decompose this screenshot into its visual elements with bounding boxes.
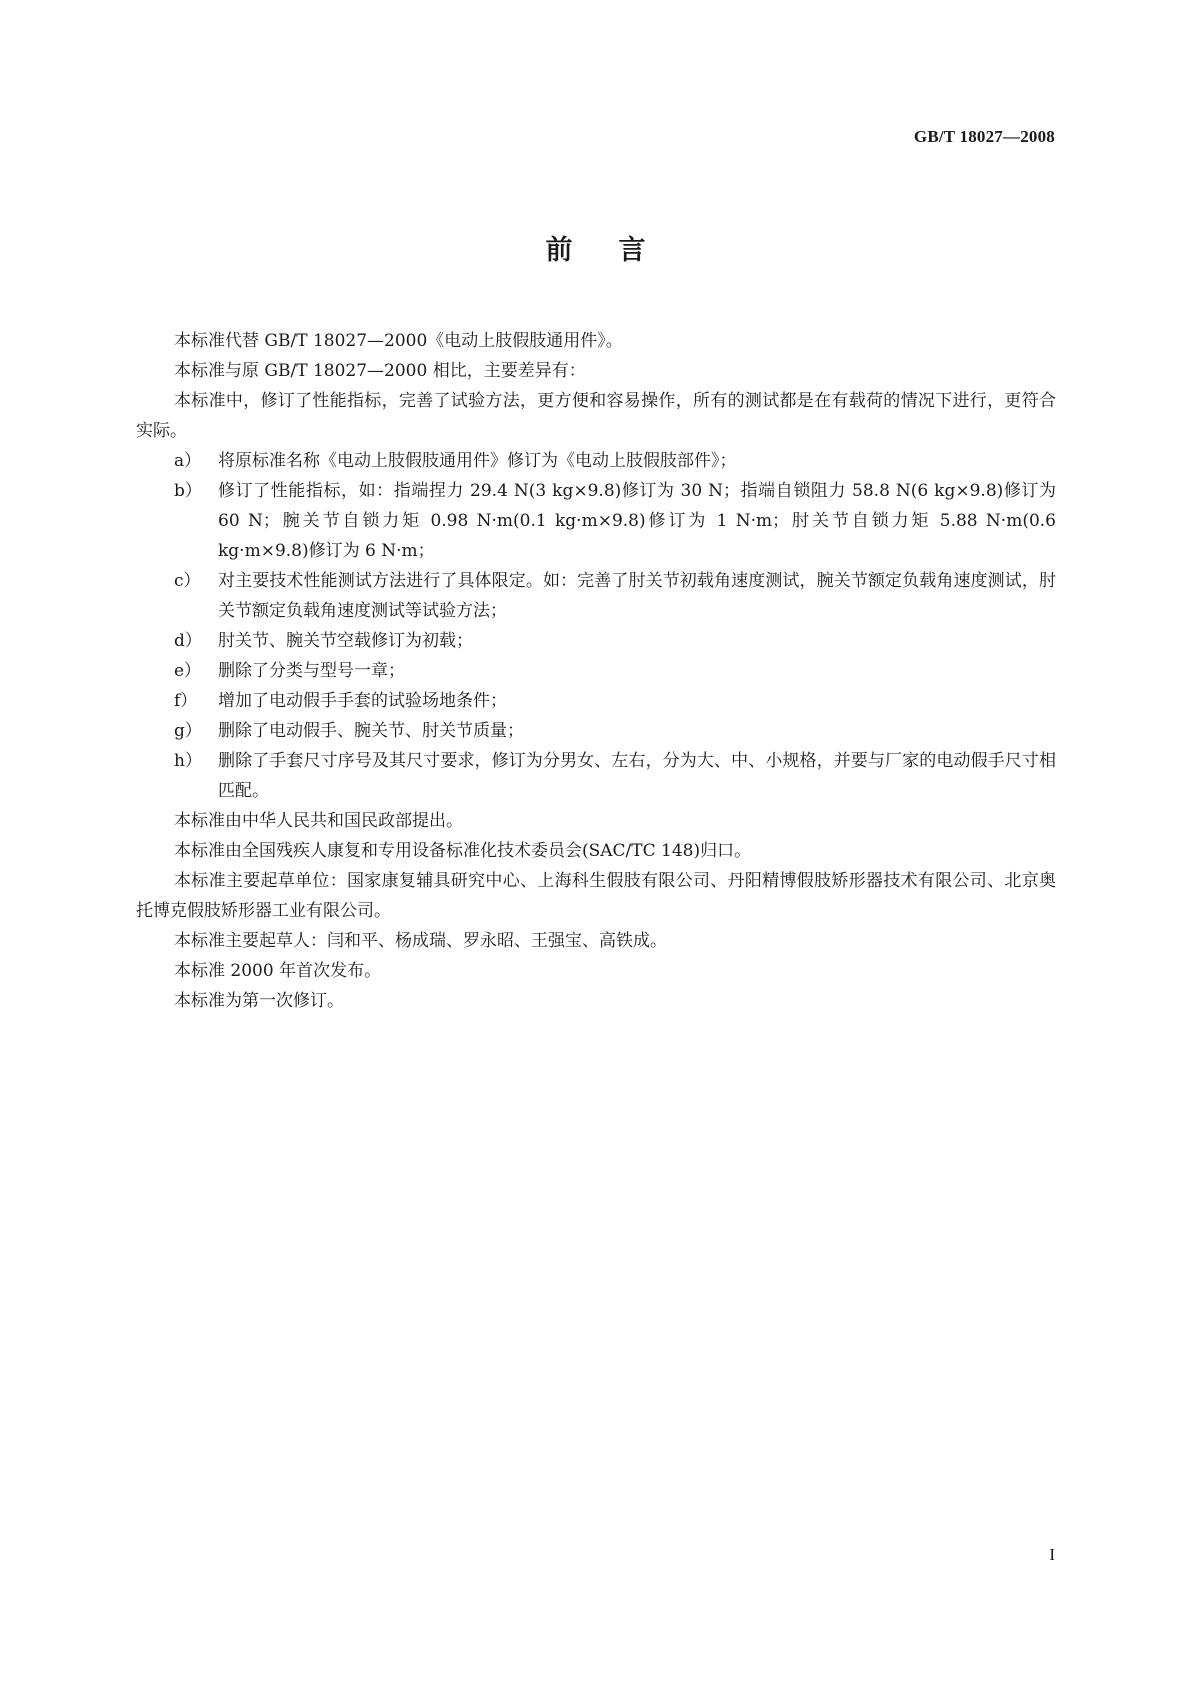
list-item bbox=[136, 716, 1056, 746]
paragraph-differences-intro: 本标准与原 GB/T 18027—2000 相比，主要差异有： bbox=[174, 361, 586, 381]
paragraph-revision: 本标准为第一次修订。 bbox=[174, 991, 344, 1011]
list-item bbox=[136, 476, 1056, 566]
standard-code: GB/T 18027—2008 bbox=[913, 127, 1055, 146]
page-title: 前言 bbox=[545, 235, 692, 266]
list-item bbox=[136, 746, 1056, 806]
paragraph-drafters: 本标准主要起草人：闫和平、杨成瑞、罗永昭、王强宝、高铁成。 bbox=[174, 931, 667, 951]
list-item-label: c） bbox=[174, 571, 201, 591]
list-item bbox=[136, 626, 1056, 656]
list-item-label: e） bbox=[174, 661, 202, 681]
list-item-text: 肘关节、腕关节空载修订为初载； bbox=[218, 631, 473, 651]
paragraph-summary: 本标准中，修订了性能指标，完善了试验方法，更方便和容易操作，所有的测试都是在有载荷的情况下进行，更符合实际。 bbox=[136, 391, 1056, 441]
list-item-text: 删除了电动假手、腕关节、肘关节质量； bbox=[218, 721, 524, 741]
list-item-text: 将原标准名称《电动上肢假肢通用件》修订为《电动上肢假肢部件》； bbox=[218, 451, 737, 471]
paragraph-drafting-units: 本标准主要起草单位：国家康复辅具研究中心、上海科生假肢有限公司、丹阳精博假肢矫形器技术有限公司、北京奥托博克假肢矫形器工业有限公司。 bbox=[136, 871, 1056, 921]
list-item-text: 删除了分类与型号一章； bbox=[218, 661, 405, 681]
paragraph-proposed-by: 本标准由中华人民共和国民政部提出。 bbox=[174, 811, 463, 831]
document-body bbox=[136, 326, 1056, 1016]
list-item-label: g） bbox=[174, 721, 202, 741]
list-item-label: a） bbox=[174, 451, 202, 471]
list-item-text: 修订了性能指标，如：指端捏力 29.4 N(3 kg×9.8)修订为 30 N；指端自锁阻力 58.8 N(6 kg×9.8)修订为 60 N；腕关节自锁力矩 0.98 N·m(0.1 kg·m×9.8)修订为 1 N·m；肘关节自锁力矩 5.88 N·m(0.6 kg·m×9.8)修订为 6 N·m； bbox=[218, 481, 1056, 561]
list-item bbox=[136, 446, 1056, 476]
paragraph-committee: 本标准由全国残疾人康复和专用设备标准化技术委员会(SAC/TC 148)归口。 bbox=[174, 841, 752, 861]
paragraph-first-issued: 本标准 2000 年首次发布。 bbox=[174, 961, 382, 981]
list-item-label: d） bbox=[174, 631, 202, 651]
list-item bbox=[136, 656, 1056, 686]
paragraph-replaces: 本标准代替 GB/T 18027—2000《电动上肢假肢通用件》。 bbox=[174, 331, 623, 351]
page-number: I bbox=[1049, 1545, 1055, 1564]
list-item bbox=[136, 686, 1056, 716]
list-item-text: 删除了手套尺寸序号及其尺寸要求，修订为分男女、左右，分为大、中、小规格，并要与厂家的电动假手尺寸相匹配。 bbox=[218, 751, 1056, 801]
list-item bbox=[136, 566, 1056, 626]
list-item-text: 对主要技术性能测试方法进行了具体限定。如：完善了肘关节初载角速度测试，腕关节额定负载角速度测试，肘关节额定负载角速度测试等试验方法； bbox=[218, 571, 1056, 621]
list-item-label: h） bbox=[174, 751, 202, 771]
list-item-label: f） bbox=[174, 691, 198, 711]
list-item-text: 增加了电动假手手套的试验场地条件； bbox=[218, 691, 507, 711]
list-item-label: b） bbox=[174, 481, 202, 501]
